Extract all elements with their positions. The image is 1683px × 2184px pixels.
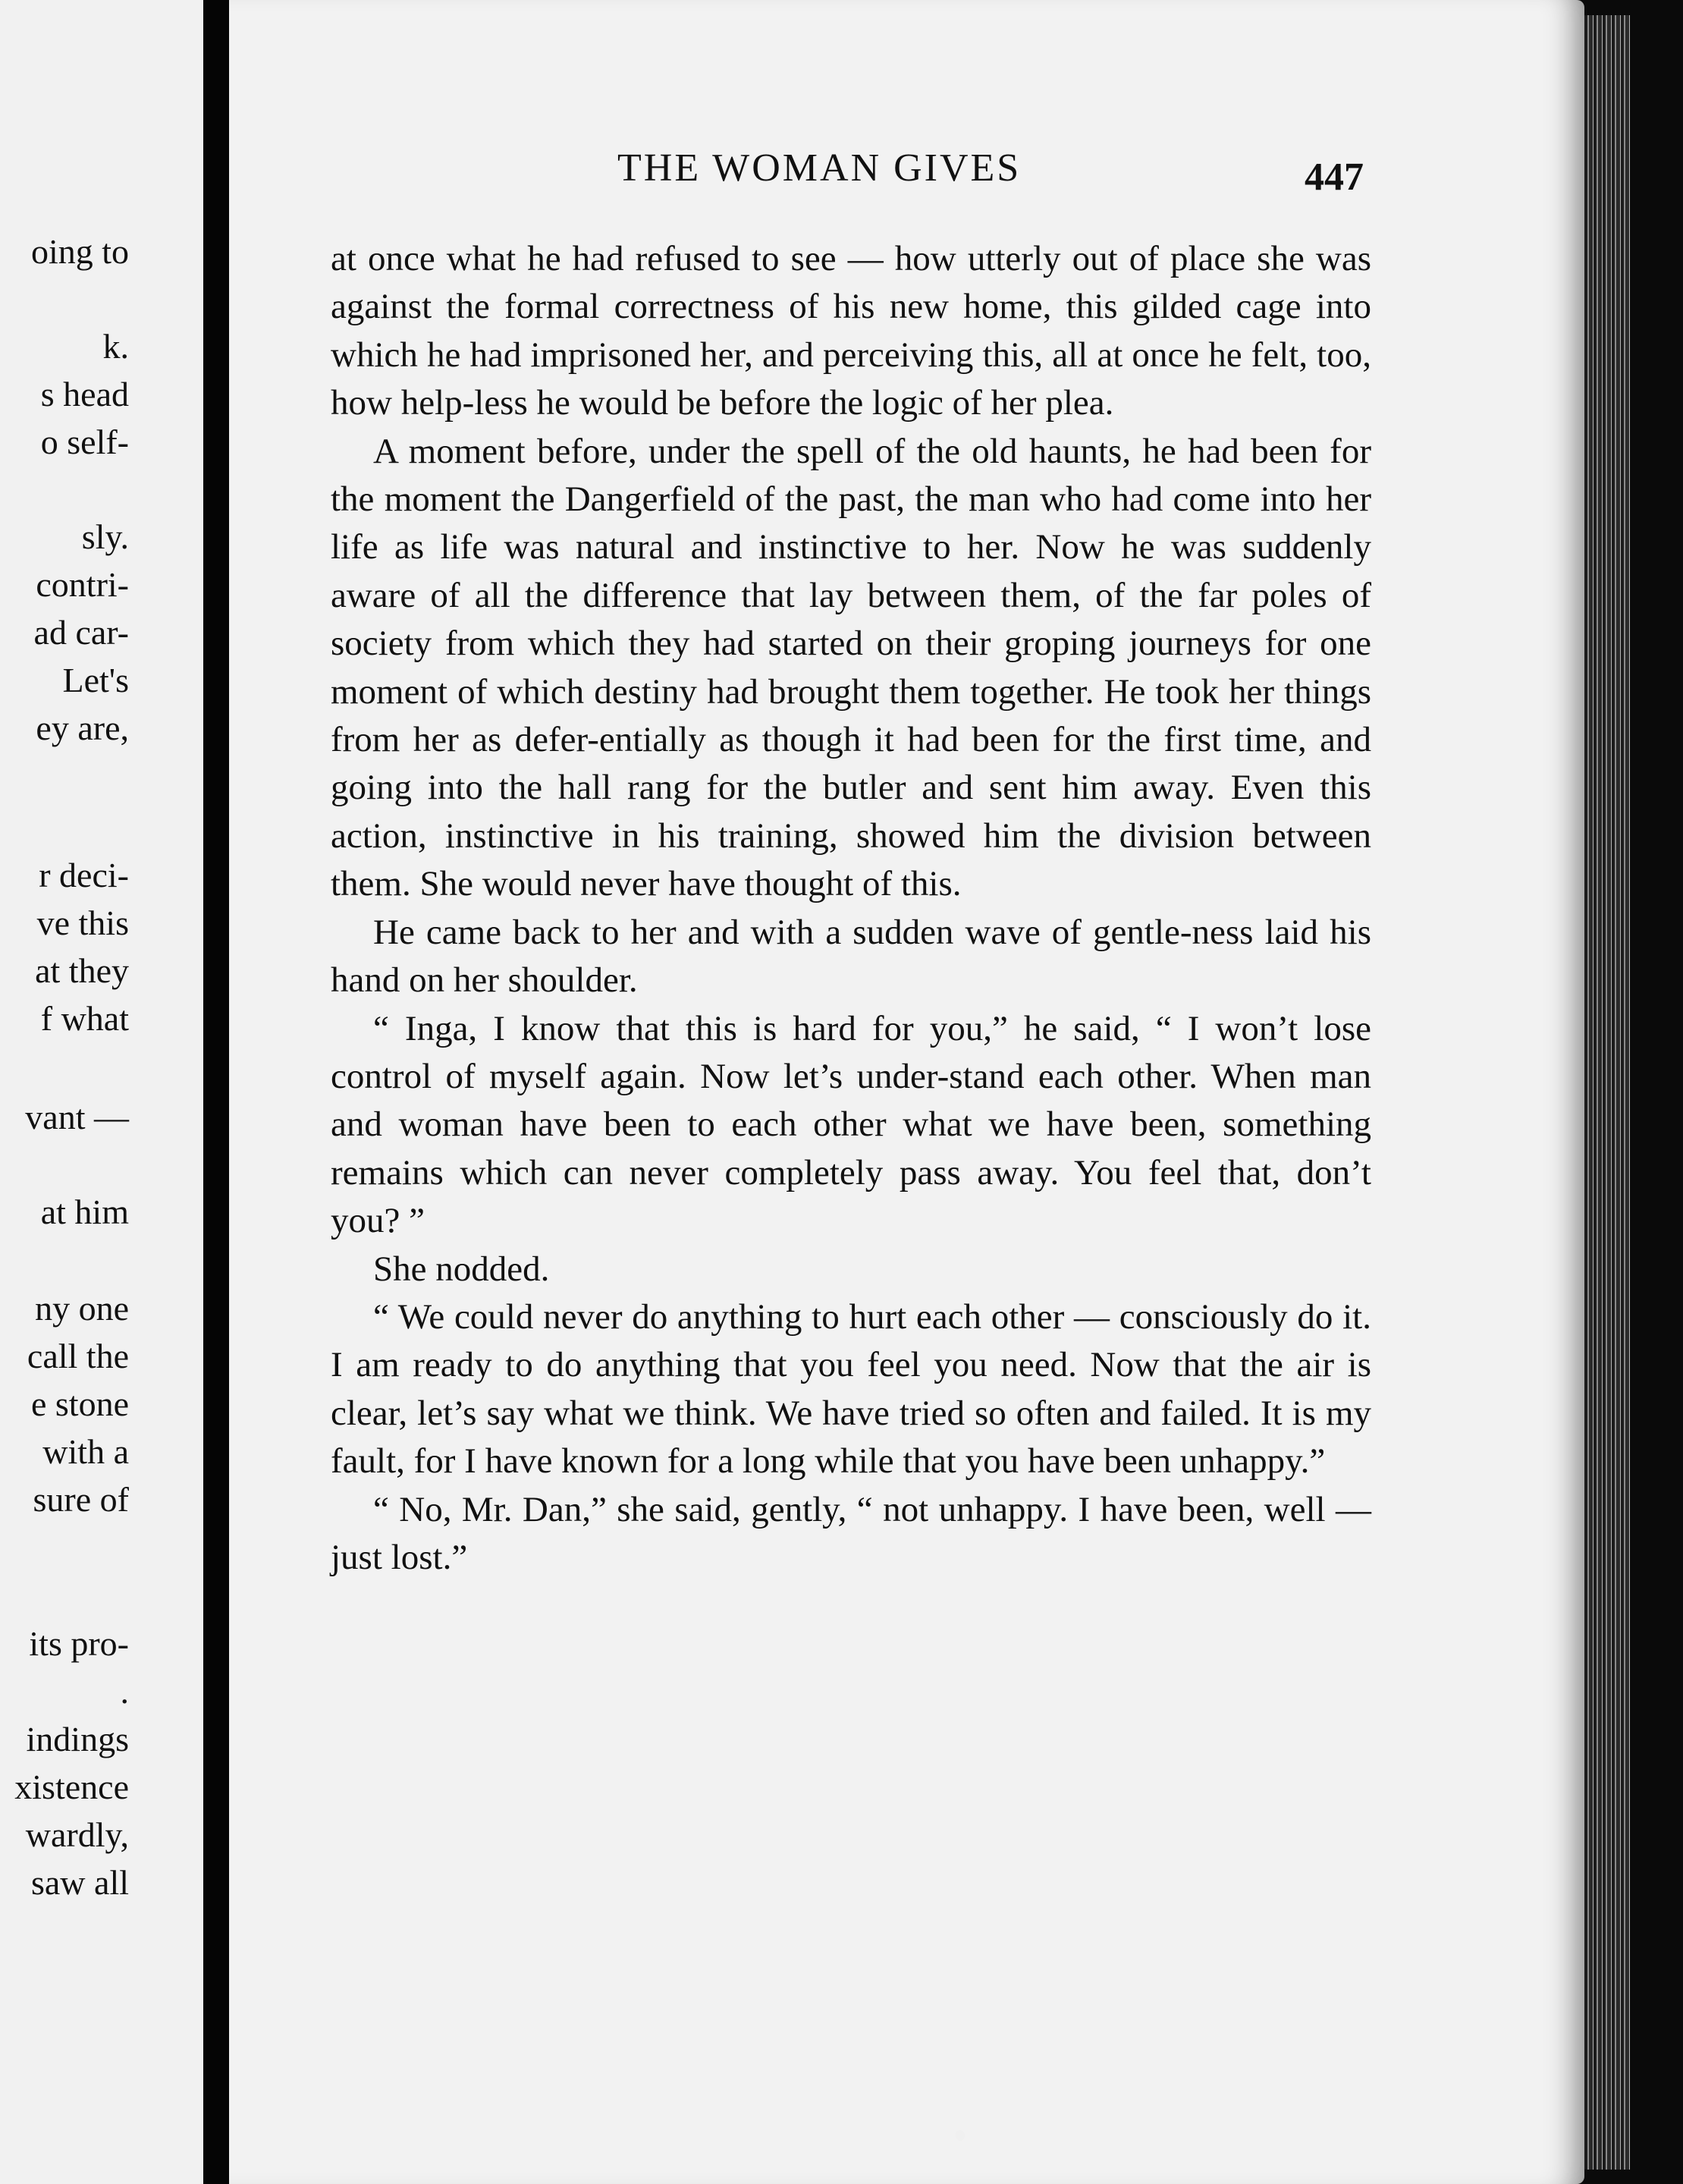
page-number: 447 [1305,156,1364,199]
facing-page-line: vant — [25,1098,129,1136]
book-gutter [203,0,229,2184]
facing-page-line: ey are, [36,709,129,747]
paragraph: He came back to her and with a sudden wave of gentle-ness laid his hand on her shoulder. [331,912,1371,1001]
facing-page-line: its pro- [29,1624,129,1663]
paragraph: A moment before, under the spell of the old haunts, he had been for the moment the Dangerfield of the past, the man who had come into her life as life was natural and instinctive to her. Now he was suddenly aware of all the difference that lay between them, of the far poles of society from which they had started on their groping journeys for one moment of which destiny had brought them together. He took her things from her as defer-entially as though it had been for the first time, and going into the hall rang for the butler and sent him away. Even this action, instinctive in his training, showed him the division between them. She would never have thought of this. [331,431,1371,904]
facing-page-line: xistence [14,1768,129,1806]
body-text [331,235,1371,1582]
facing-page-line: k. [102,327,129,366]
facing-page-line: contri- [36,565,129,604]
facing-page-line: o self- [40,423,129,461]
paragraph: She nodded. [373,1249,550,1289]
facing-page-line: wardly, [25,1815,129,1854]
facing-page-line: oing to [30,232,129,271]
paragraph: “ We could never do anything to hurt each other — consciously do it. I am ready to do anything that you feel you need. Now that the air is clear, let’s say what we think. We have tried so often and failed. It is my fault, for I have known for a long while that you have been unhappy.” [331,1296,1371,1482]
paragraph: “ No, Mr. Dan,” she said, gently, “ not unhappy. I have been, well — just lost.” [331,1489,1371,1577]
facing-page-line: . [120,1672,129,1711]
facing-page [0,0,203,2184]
facing-page-line: at him [40,1193,129,1231]
book-page [229,0,1584,2184]
facing-page-line: with a [42,1432,129,1471]
paragraph: at once what he had refused to see — how utterly out of place she was against the formal correctness of his new home, this gilded cage into which he had imprisoned her, and perceiving this, all at once he felt, too, how help-less he would be before the logic of her plea. [331,239,1371,423]
facing-page-line: sly. [81,517,129,556]
facing-page-line: e stone [30,1384,129,1423]
facing-page-line: ny one [35,1289,129,1328]
facing-page-line: r deci- [39,856,129,894]
page-edges [1584,15,1630,2170]
paragraph: “ Inga, I know that this is hard for you,” he said, “ I won’t lose control of myself again. Now let’s under-stand each other. When man and woman have been to each other what we have been, something remains which can never completely pass away. You feel that, don’t you? ” [331,1008,1371,1241]
facing-page-line: s head [40,375,129,413]
facing-page-line: Let's [62,661,129,699]
facing-page-line: call the [27,1337,129,1375]
facing-page-line: ve this [36,903,129,942]
facing-page-line: f what [40,999,129,1038]
facing-page-line: indings [26,1720,129,1758]
facing-page-line: sure of [33,1480,129,1519]
facing-page-line: saw all [30,1863,129,1902]
page-mark [956,2130,965,2141]
facing-page-line: ad car- [33,613,129,652]
facing-page-line: at they [35,951,129,990]
running-title: THE WOMAN GIVES [617,146,1022,190]
